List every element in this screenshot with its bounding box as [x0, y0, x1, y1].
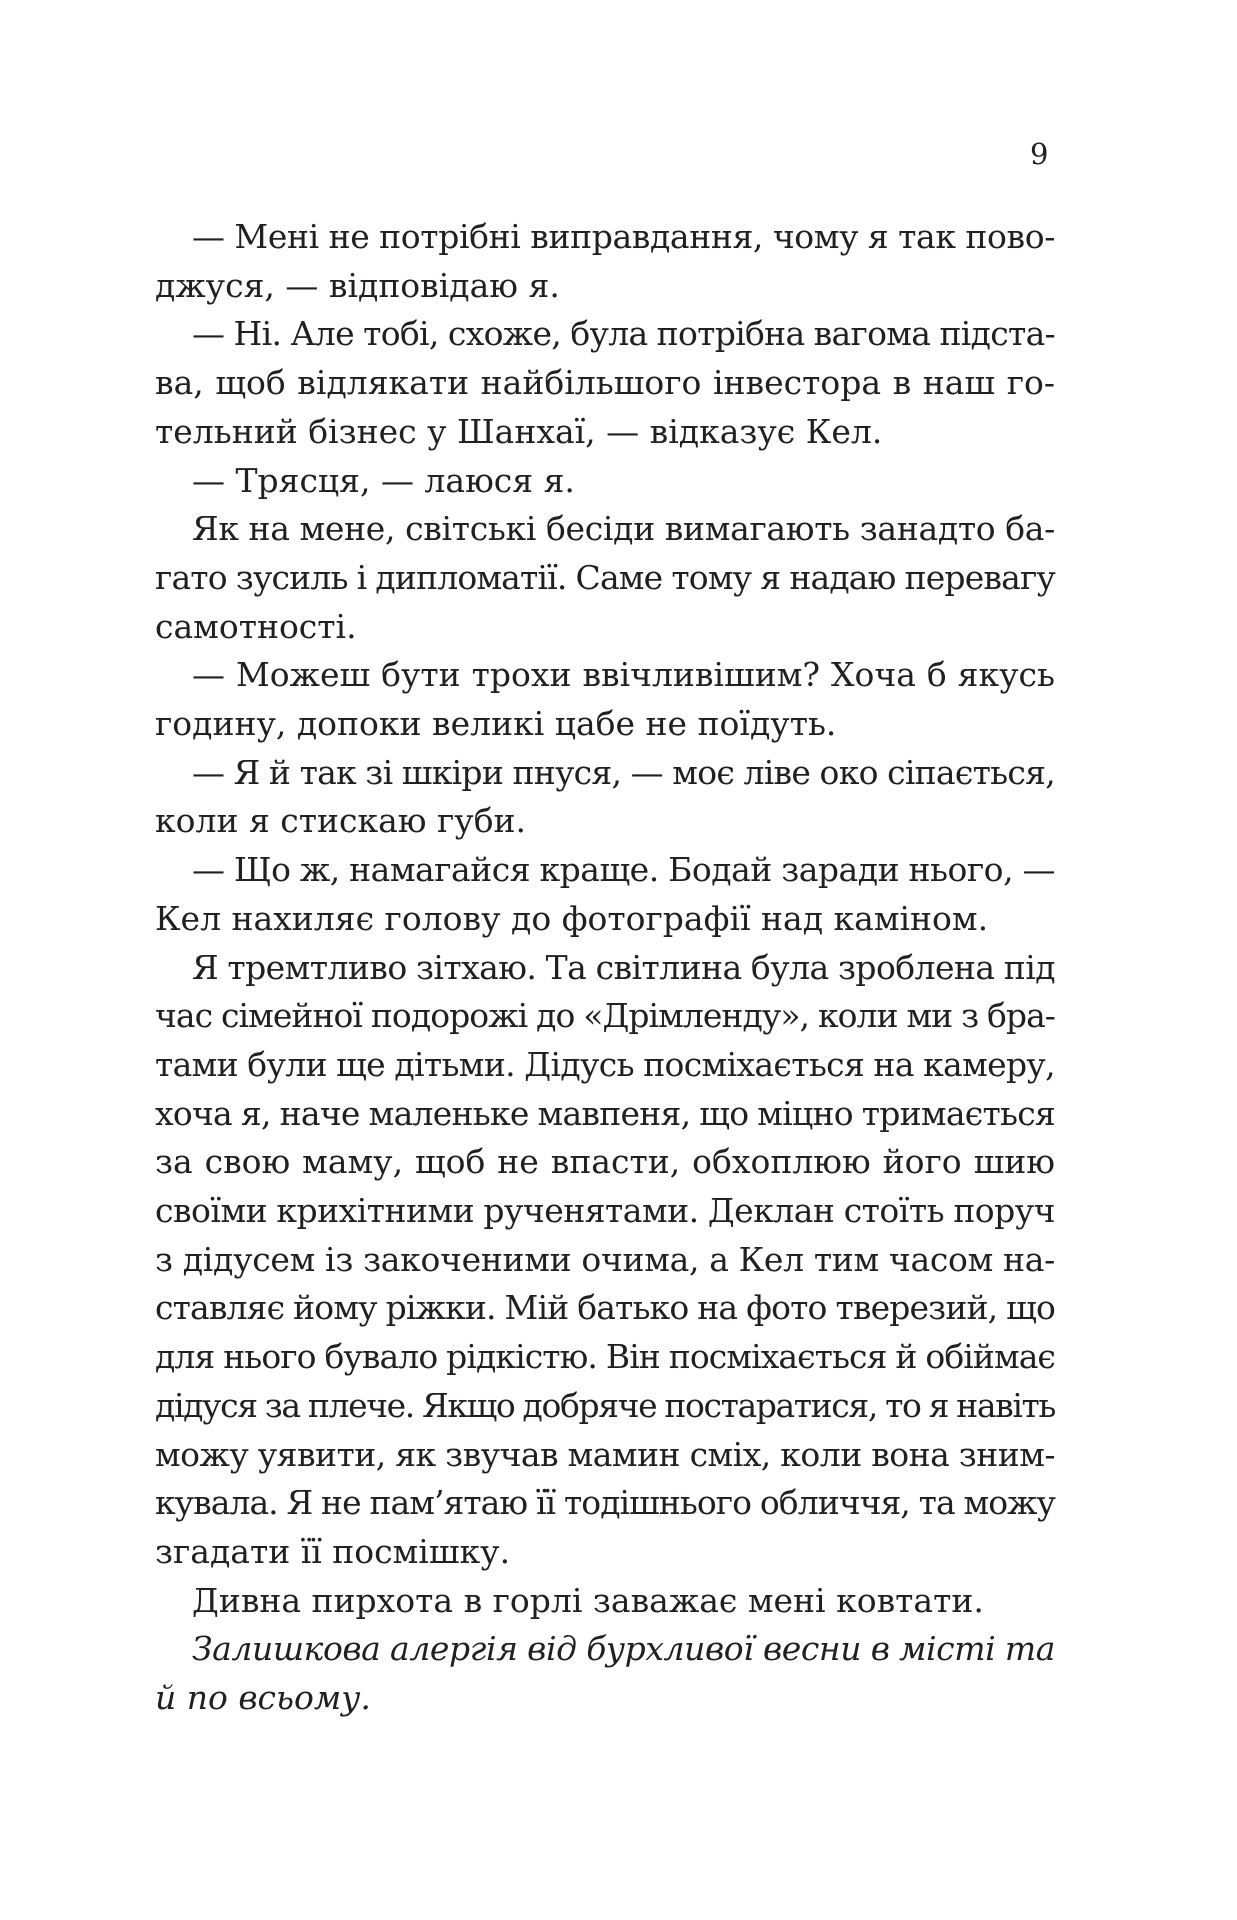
text-line: — Трясця, — лаюся я. — [192, 460, 575, 500]
text-line: можу уявити, як звучав мамин сміх, коли вона зним- — [155, 1434, 1055, 1474]
text-line: тами були ще дітьми. Дідусь посміхається на камеру, — [155, 1044, 1055, 1084]
text-line: самотності. — [155, 606, 357, 646]
text-line: ва, щоб відлякати найбільшого інвестора в наш го- — [155, 363, 1055, 403]
text-line: своїми крихітними рученятами. Деклан стоїть поруч — [155, 1191, 1055, 1231]
text-line: за свою маму, щоб не впасти, обхоплюю його шию — [155, 1142, 1055, 1182]
text-line: — Я й так зі шкіри пнуся, — моє ліве око сіпається, — [192, 752, 1055, 792]
text-line: Кел нахиляє голову до фотографії над каміном. — [155, 898, 989, 938]
text-line: джуся, — відповідаю я. — [155, 265, 560, 305]
text-line: тельний бізнес у Шанхаї, — відказує Кел. — [155, 411, 883, 451]
text-line: Дивна пирхота в горлі заважає мені ковтати. — [192, 1580, 984, 1620]
text-line: гато зусиль і дипломатії. Саме тому я надаю перевагу — [155, 557, 1055, 597]
text-line: з дідусем із закоченими очима, а Кел тим часом на- — [155, 1239, 1055, 1279]
text-line: для нього бувало рідкістю. Він посміхається й обіймає — [155, 1337, 1055, 1377]
text-line: дідуся за плече. Якщо добряче постаратися, то я навіть — [155, 1385, 1055, 1425]
text-line: Я тремтливо зітхаю. Та світлина була зроблена під — [192, 947, 1055, 987]
text-line: кувала. Я не пам’ятаю її тодішнього обличчя, та можу — [155, 1483, 1055, 1523]
text-line: — Ні. Але тобі, схоже, була потрібна вагома підста- — [192, 314, 1055, 354]
text-line: й по всьому. — [155, 1678, 371, 1718]
text-line: Як на мене, світські бесіди вимагають занадто ба- — [192, 509, 1055, 549]
text-line: хоча я, наче маленьке мавпеня, що міцно тримається — [155, 1093, 1055, 1133]
text-line: — Мені не потрібні виправдання, чому я так пово- — [192, 217, 1055, 256]
text-line: годину, допоки великі цабе не поїдуть. — [155, 704, 837, 744]
text-line: — Що ж, намагайся краще. Бодай заради нього, — — [192, 850, 1055, 890]
text-line: Залишкова алергія від бурхливої весни в місті та — [192, 1629, 1055, 1669]
text-line: згадати її посмішку. — [155, 1531, 511, 1571]
text-line: ставляє йому ріжки. Мій батько на фото тверезий, що — [155, 1288, 1055, 1328]
body-text — [155, 213, 1055, 1723]
text-line: час сімейної подорожі до «Дрімленду», коли ми з бра- — [155, 996, 1055, 1036]
text-line: коли я стискаю губи. — [155, 801, 527, 841]
text-line: — Можеш бути трохи ввічливішим? Хоча б якусь — [192, 655, 1055, 695]
page-number: 9 — [1030, 137, 1049, 171]
